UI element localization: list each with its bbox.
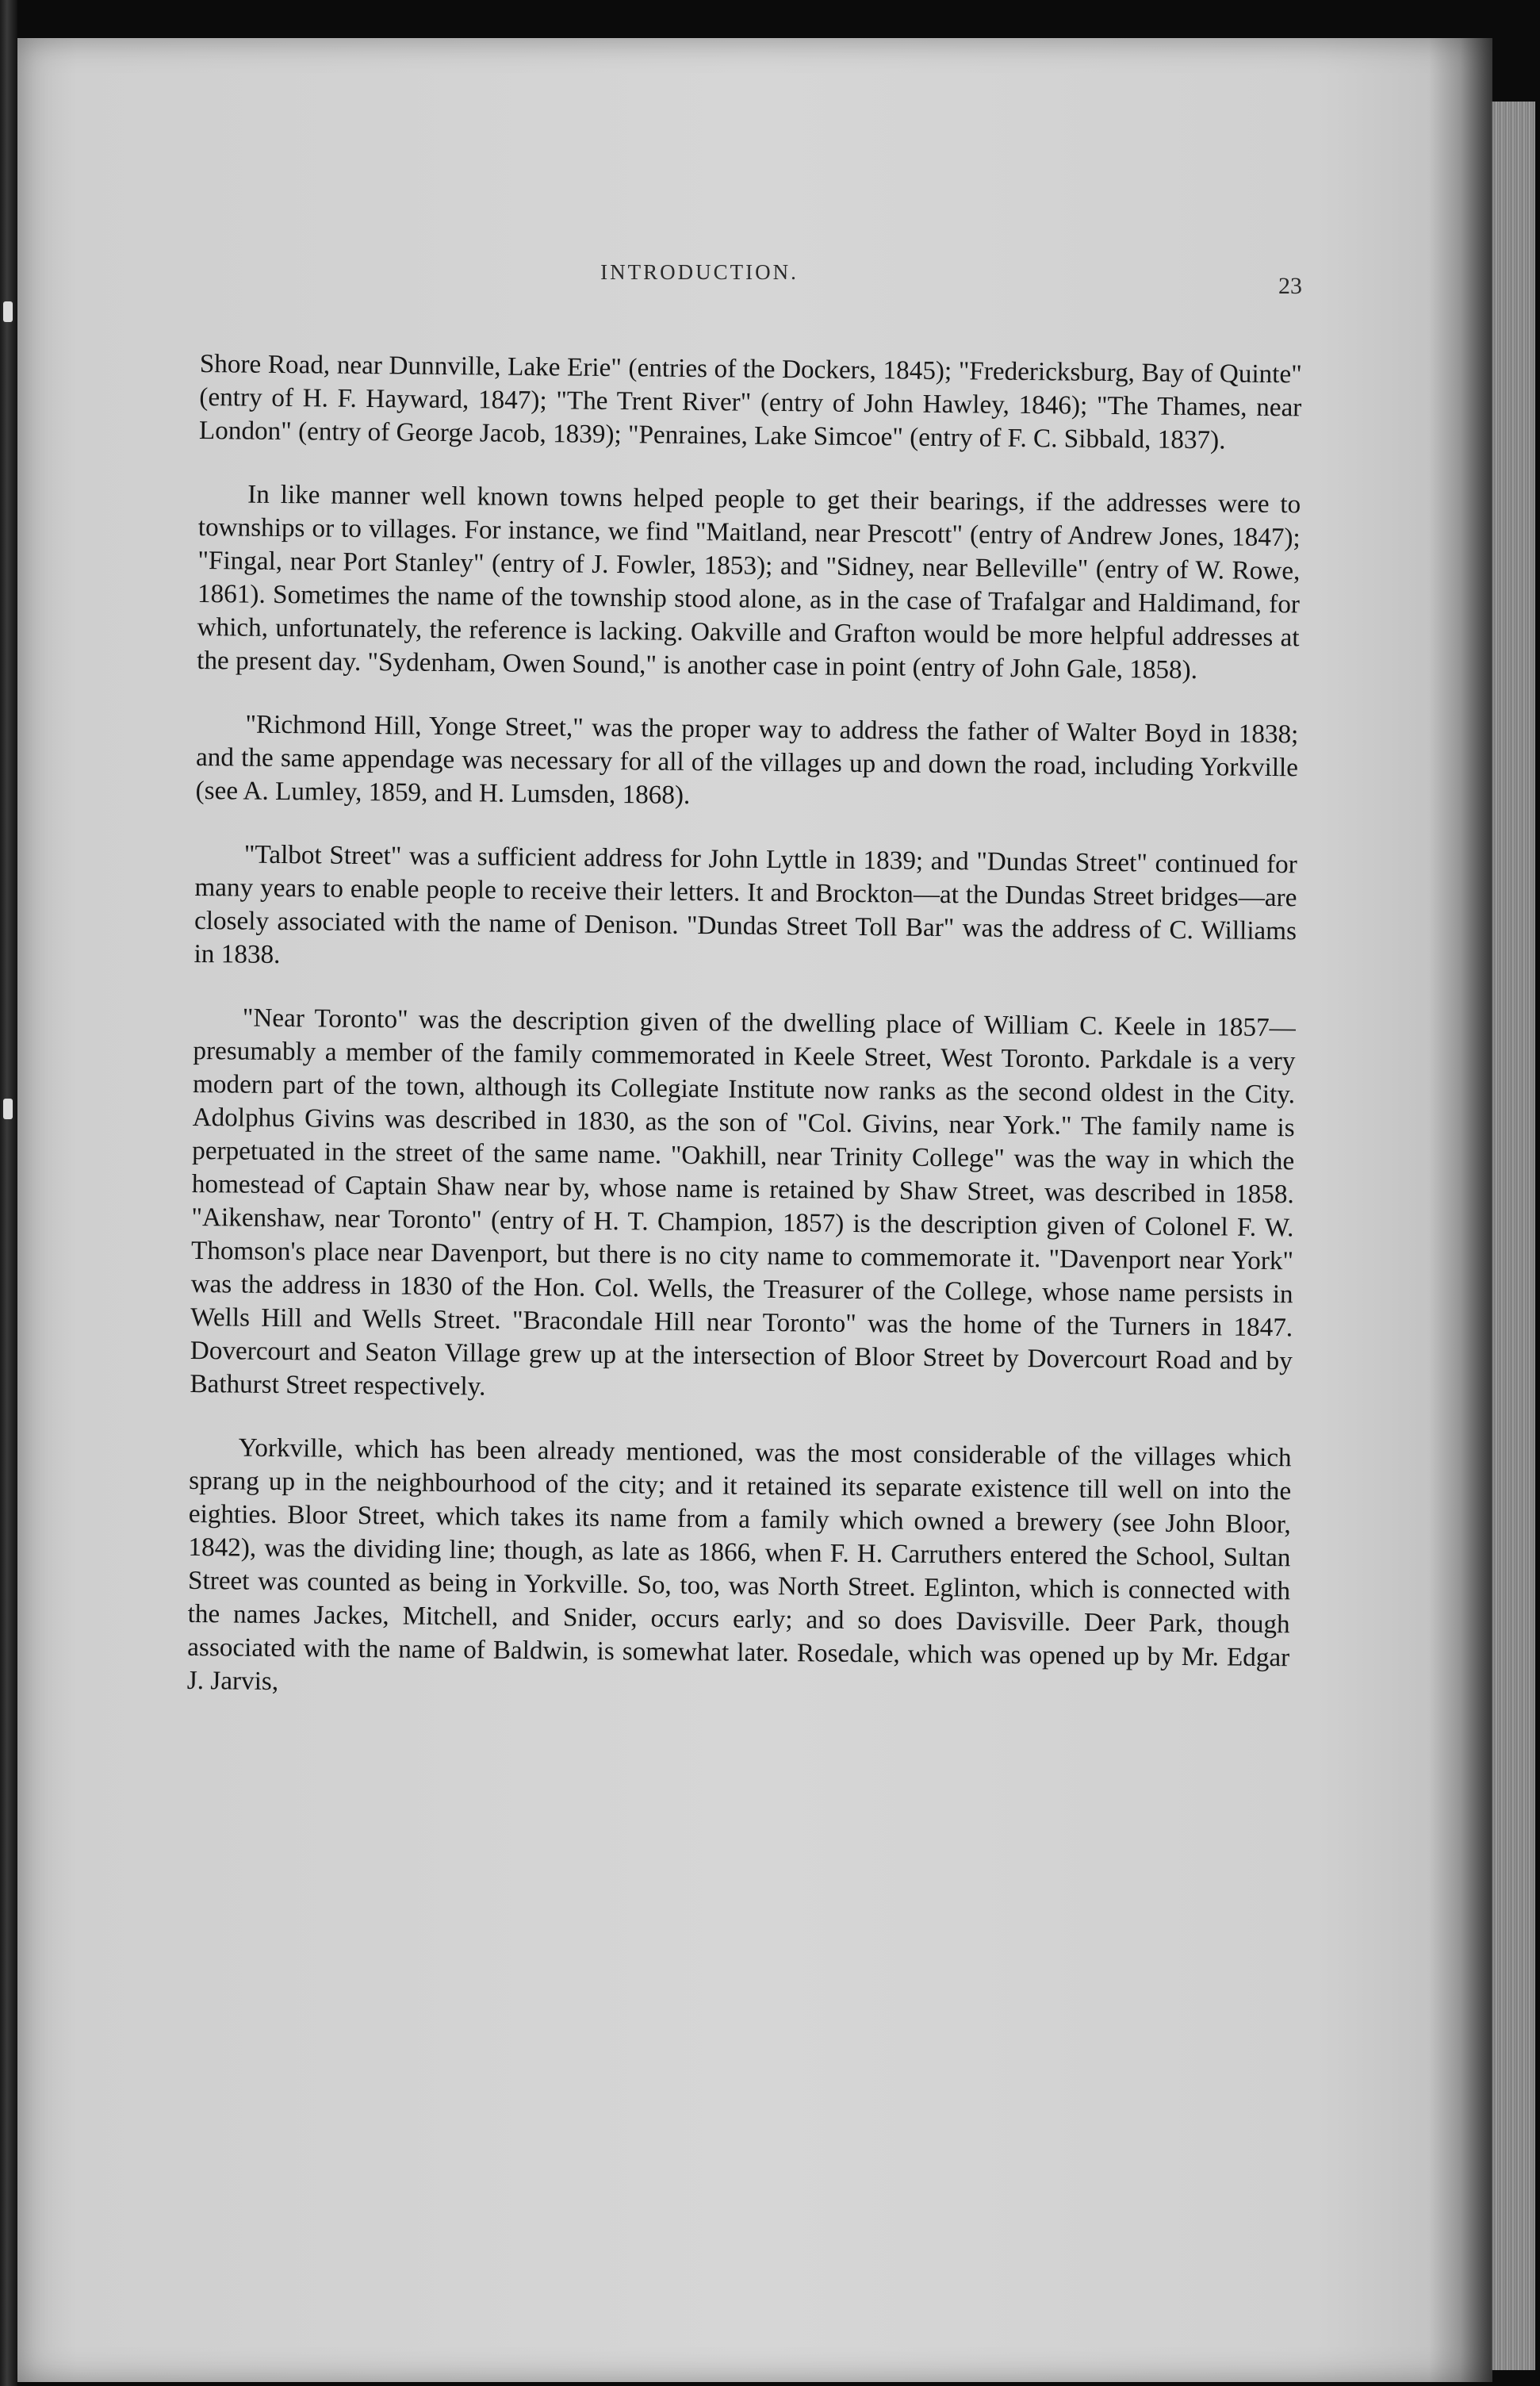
paragraph: In like manner well known towns helped people to get their bearings, if the addresses were to townships or to villages. For instance, we find "Maitland, near Prescott" (entry of Andrew Jones, 1847); "Fingal, near Port Stanley" (entry of J. Fowler, 1853); and "Sidney, near Belleville" (entry of W. Rowe, 1861). Sometimes the name of the township stood alone, as in the case of Trafalgar and Haldimand, for which, unfortunately, the reference is lacking. Oakville and Grafton would be more helpful addresses at the present day. "Sydenham, Owen Sound," is another case in point (entry of John Gale, 1858). [197, 479, 1301, 685]
running-head: INTRODUCTION. [600, 260, 799, 284]
paragraph: "Near Toronto" was the description given of the dwelling place of William C. Keele in 1857—presumably a member of the family commemorated in Keele Street, West Toronto. Parkdale is a very modern part of the town, although its Collegiate Institute now ranks as the second oldest in the City. Adolphus Givins was described in 1830, as the son of "Col. Givins, near York." The family name is perpetuated in the street of the same name. "Oakhill, near Trinity College" was the way in which the homestead of Captain Shaw near by, whose name is retained by Shaw Street, was described in 1858. "Aikenshaw, near Toronto" (entry of H. T. Champion, 1857) is the description given of Colonel F. W. Thomson's place near Davenport, but there is no city name to commemorate it. "Davenport near York" was the address in 1830 of the Hon. Col. Wells, the Treasurer of the College, whose name persists in Wells Hill and Wells Street. "Bracondale Hill near Toronto" was the home of the Turners in 1847. Dovercourt and Seaton Village grew up at the intersection of Bloor Street by Dovercourt Road and by Bathurst Street respectively. [190, 1003, 1297, 1402]
paragraph: Shore Road, near Dunnville, Lake Erie" (entries of the Dockers, 1845); "Fredericksburg, Bay of Quinte" (entry of H. F. Hayward, 1847); "The Trent River" (entry of John Hawley, 1846); "The Thames, near London" (entry of George Jacob, 1839); "Penraines, Lake Simcoe" (entry of F. C. Sibbald, 1837). [198, 348, 1302, 455]
paragraph: "Talbot Street" was a sufficient address for John Lyttle in 1839; and "Dundas Street" continued for many years to enable people to receive their letters. It and Brockton—at the Dundas Street bridges—are closely associated with the name of Denison. "Dundas Street Toll Bar" was the address of C. Williams in 1838. [193, 839, 1297, 970]
film-mark [3, 1099, 13, 1119]
film-edge [0, 0, 17, 2386]
film-mark [3, 301, 13, 322]
body-text [186, 347, 1302, 1738]
page-gutter-shadow [1429, 38, 1492, 2382]
book-page [17, 38, 1492, 2382]
paragraph: "Richmond Hill, Yonge Street," was the proper way to address the father of Walter Boyd in 1838; and the same appendage was necessary for all of the villages up and down the road, including Yorkville (see A. Lumley, 1859, and H. Lumsden, 1868). [195, 709, 1299, 810]
page-number: 23 [1278, 273, 1302, 299]
paragraph: Yorkville, which has been already mentioned, was the most considerable of the villages which sprang up in the neighbourhood of the city; and it retained its separate existence till well on into the eighties. Bloor Street, which takes its name from a family which owned a brewery (see John Bloor, 1842), was the dividing line; though, as late as 1866, when F. H. Carruthers entered the School, Sultan Street was counted as being in Yorkville. So, too, was North Street. Eglinton, which is connected with the names Jackes, Mitchell, and Snider, occurs early; and so does Davisville. Deer Park, though associated with the name of Baldwin, is somewhat later. Rosedale, which was opened up by Mr. Edgar J. Jarvis, [186, 1433, 1292, 1697]
page-stack-edges [1491, 102, 1535, 2370]
